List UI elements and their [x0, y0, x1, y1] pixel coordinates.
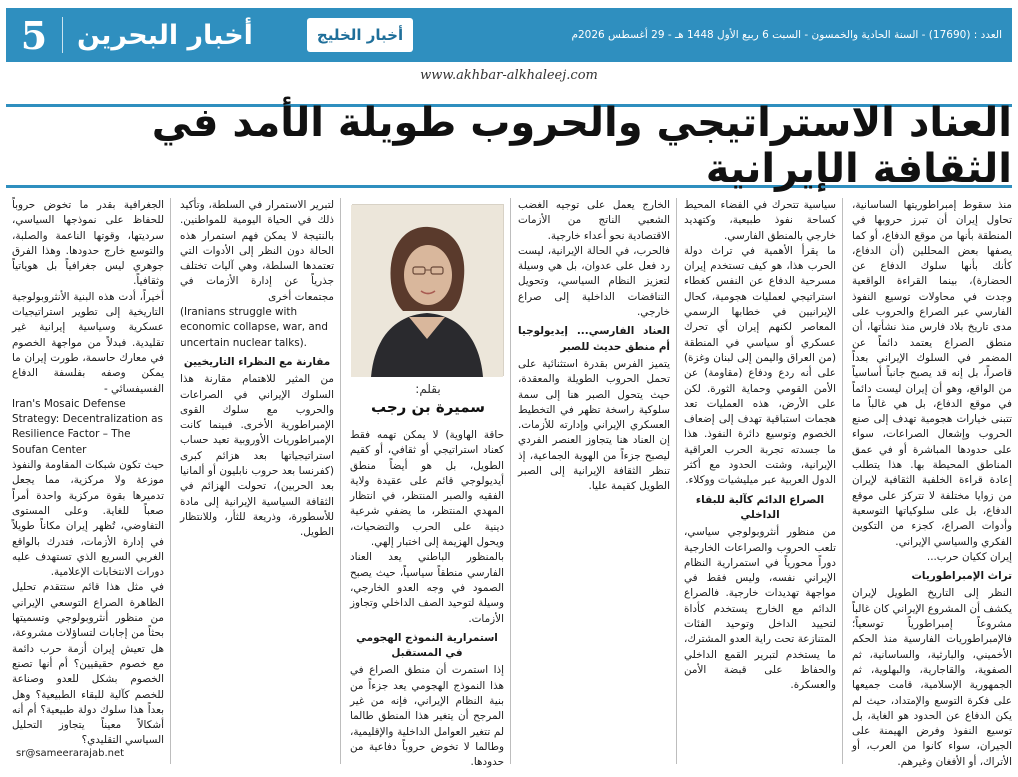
- column-rule: [842, 198, 843, 764]
- section-title: أخبار البحرين: [77, 19, 253, 51]
- byline: [352, 382, 504, 416]
- column-rule: [676, 198, 677, 764]
- paragraph: إذا استمرت أن منطق الصراع في هذا النموذج الهجومي يعد جزءاً من بنية النظام الإيراني، فإنه من غير المرجح أن يتغير هذا المنطق طالما لم تتغير العوامل الداخلية والإقليمية، وطالما لا تخوض حروباً دفاعية من حدودها.: [350, 664, 504, 769]
- subheading: الصراع الدائم كآلية للبقاء الداخلي: [695, 493, 825, 521]
- headline-band: [6, 100, 1012, 192]
- paragraph: من المثير للاهتمام مقارنة هذا السلوك الإيراني في الصراعات والحروب مع سلوك القوى الإمبراطورية الأخرى. فبينما كانت الإمبراطوريات الأوروبية تعيد حساب استراتيجياتها بعد هزائم كبرى (كفرنسا بعد حروب نابليون أو ألمانيا بعد الحربين)، تحولت الهزائم في الثقافة السياسية الإيرانية إلى مادة للأسطورة، وذريعة للثأر، وللانتظار الطويل.: [180, 373, 334, 539]
- article-column-4: [350, 428, 504, 769]
- paragraph: منذ سقوط إمبراطوريتها الساسانية، تحاول إيران أن تبرز حروبها في المنطقة بأنها من موقع الدفاع، أو كما يصفها بعض المحللين (أن الدفاع، كأنك بأنها سلوك الدفاع عن الحضارة)، بينما القراءة الواقعية وجدت في محاولات توسيع النفوذ الفارسي عبر الصراع والحروب على مدى تاريخ بلاد فارس منذ نشأتها، أن منطق الصراع يعتمد دائماً عن المضمر في السلوك الإيراني بعداً قاصراً، بل إنه قد يصبح جانباً أساسياً من الواقع، وهو أن إيران ليست دائماً في موقع الدفاع، بل هي غالباً ما تتبنى خيارات هجومية تهدف إلى صنع الحروب وإشعال الصراعات، سواء على حدودها المباشرة أو في عمق المناطق المحيطة بها. هذا يتطلب إعادة قراءة الخلفية الثقافية لإيران من زوايا مختلفة لا تتركز على موقع الدفاع، بل على سلوكياتها التوسعية وأدوات الصراع، كجزء من التكوين الفكري والسياسي الإيراني.: [852, 199, 1012, 548]
- logo-text: أخبار الخليج: [316, 26, 404, 44]
- english-quote: (Iranians struggle with economic collapse, war, and uncertain nuclear talks).: [180, 306, 328, 349]
- paragraph: من منظور أنثروبولوجي سياسي، تلعب الحروب والصراعات الخارجية دوراً محورياً في استمرارية النظام الإيراني نفسه، وليس فقط في مواجهة تهديدات خارجية. فالصراع الدائم مع الخارج يستخدم كأداة لتحييد الداخل وتوحيد الفئات المتنازعة تحت راية العدو المشترك، ما يستخدم لتبرير القمع الداخلي والحفاظ على قبضة الأمن والعسكرة.: [684, 526, 836, 692]
- article-column-3: [518, 198, 670, 768]
- paragraph: أخيراً، أدت هذه البنية الأنثروبولوجية التاريخية إلى تطوير استراتيجيات عسكرية وسياسية إيرانية غير تقليدية. فبدلاً من مواجهة الخصوم في معارك حاسمة، طورت إيران ما يمكن وصفه بفلسفة الدفاع الفسيفسائي -: [12, 290, 164, 395]
- paragraph: الجغرافية بقدر ما تخوض حروباً للحفاظ على نموذجها السياسي، سرديتها، وقوتها الناعمة والصلبة، والتوسع خارج حدودها. وهذا الفرق جوهري ليس جغرافياً بل هوياتياً وثقافياً.: [12, 199, 164, 288]
- paragraph: بالمنظور الباطني يعد العناد الفارسي منطقاً سياسياً، حيث يصبح الصمود في وجه العدو الخارجي، وسيلة لتوحيد الصف الداخلي وتجاوز الأزمات.: [350, 551, 504, 625]
- author-email[interactable]: sr@sameerarajab.net: [16, 748, 125, 759]
- masthead: [6, 8, 1012, 62]
- paragraph: في مثل هذا قائم ستتقدم تحليل الظاهرة الصراع التوسعي الإيراني من منظور أنثروبولوجي وتسميتها بحثاً من إجابات لتساؤلات مشروعة، هل تعيش إيران أزمة حرب دائمة مع خصوم حقيقيين؟ أم أنها تصنع الخصوم بشكل للعدو وصناعة للخصم كآلية للبقاء الطبيعية؟ وهل بعداً هذا سلوك دولة طبيعية؟ أم أنه أشكالاً معيناً يتجاوز التحليل السياسي التقليدي؟: [12, 581, 164, 747]
- article-column-1: [852, 198, 1012, 768]
- issue-info: العدد : (17690) - السنة الحادية والخمسون - السبت 6 ربيع الأول 1448 هـ - 29 أغسطس 2026م: [571, 29, 1002, 41]
- author-name: سميرة بن رجب: [370, 398, 486, 416]
- subheading: مقارنة مع النظراء التاريخيين: [183, 355, 331, 368]
- subheading: تراث الإمبراطوريات: [911, 570, 1012, 583]
- byline-label: بقلم:: [415, 382, 441, 396]
- paragraph: حيث تكون شبكات المقاومة والنفوذ موزعة ولا مركزية، مما يجعل تدميرها بقوة مركزية واحدة أمراً صعباً للغاية. وعلى المستوى التفاوضي، تُظهر إيران مكاناً طويلاً في إدارة الأزمات، فتدرك بالواقع الغربي السريع الذي تستهدف عليه دورات الانتخابات الإعلامية.: [12, 459, 164, 579]
- paragraph: لتبرير الاستمرار في السلطة، وتأكيد ذلك في الحياة اليومية للمواطنين. بالنتيجة لا يمكن فهم استمرار هذه الحالة دون النظر إلى الأدوات التي تعتمدها السلطة، وهي آليات تختلف جذرياً عن إدارة الأزمات في مجتمعات أخرى: [180, 199, 334, 303]
- paragraph: فالحرب، في الحالة الإيرانية، ليست رد فعل على عدوان، بل هي وسيلة لتعزيز النظام السياسي، وتحويل التناقضات الداخلية إلى صراع خارجي.: [518, 244, 670, 319]
- paragraph: يتميز الفرس بقدرة استثنائية على تحمل الحروب الطويلة والمعقدة، حيث يتحول الصبر هنا إلى سمة سلوكية راسخة تظهر في التخطيط العسكري الإيراني وإدارته للأزمات. إن العناد هنا يتجاوز العنصر الفردي ليصبح جزءاً من الهوية الجماعية، إذ تنظر الثقافة الإيرانية إلى الصبر الطويل كقيمة عليا.: [518, 357, 670, 493]
- page-number: 5: [20, 12, 48, 58]
- article-column-6: [12, 198, 164, 747]
- paragraph: سياسية تتحرك في الفضاء المحيط كساحة نفوذ طبيعية، وكتهديد خارجي بالمنطق الفارسي.: [684, 199, 836, 242]
- author-portrait-icon: [351, 205, 503, 377]
- article-column-2: [684, 198, 836, 768]
- website-url[interactable]: www.akhbar-alkhaleej.com: [420, 68, 598, 83]
- paragraph: إيران ككيان حرب...: [926, 550, 1012, 563]
- newspaper-logo: [307, 18, 413, 52]
- column-rule: [170, 198, 171, 764]
- column-rule: [510, 198, 511, 764]
- subheading: استمرارية النموذج الهجومي في المستقبل: [356, 631, 498, 660]
- subheading: العناد الفارسي... إيديولوجيا أم منطق حديث للصبر: [518, 325, 670, 353]
- headline: العناد الاستراتيجي والحروب طويلة الأمد في الثقافة الإيرانية: [151, 100, 1012, 192]
- paragraph: النظر إلى التاريخ الطويل لإيران يكشف أن المشروع الإيراني كان غالباً مشروعاً إمبراطورياً توسعياً؛ فالإمبراطوريات الفارسية منذ الحكم الأخميني، والبارثية، والساسانية، ثم الصفوية، والقاجارية، والبهلوية، ثم الجمهورية الإسلامية، قامت جميعها على فكرة التوسع والإمتداد، حيث لم يكن الدفاع عن الحدود هو الغاية، بل توسيع النفوذ وفرض الهيمنة على الجيران، سواء كانوا من العرب، أو الأتراك، أو الأفغان وغيرهم.: [852, 587, 1012, 768]
- column-rule: [340, 198, 341, 764]
- author-photo: [352, 204, 504, 376]
- paragraph: حاقة الهاوية) لا يمكن تهمه فقط كعناد استراتيجي أو ثقافي، أو كقيم الطويل، بل هو أيضاً منطق أيديولوجي قائم على عقيدة ولاية الفقيه والصبر المنتظر، في انتظار المهدي المنتظر، ما يضفي شرعية دينية على الحرب والتضحيات، ويحول الهزيمة إلى اختبار إلهي.: [350, 429, 504, 549]
- article-column-5: [180, 198, 334, 768]
- english-reference: Iran's Mosaic Defense Strategy: Decentralization as Resilience Factor – The Soufan Center: [12, 397, 163, 456]
- paragraph: الخارج يعمل على توجيه الغضب الشعبي الناتج من الأزمات الاقتصادية نحو أعداء خارجية.: [518, 199, 670, 242]
- paragraph: ما يقرأ الأهمية في تراث دولة الحرب هذا، هو كيف تستخدم إيران مسرحية الدفاع عن النفس كغطاء استراتيجي لعمليات هجومية، كحال الإيرانيين في خطابها الرسمي المعاصر لكنهم إيران أي تحرك عسكري أو سياسي في المنطقة (من العراق واليمن إلى لبنان وغزة) على أنه ردع ودفاع (مقاومة) عن الأمن القومي وحماية الثورة. لكن على الأرض، هذه العمليات تعد هجمات استباقية تهدف إلى إضعاف الخصوم وتوسيع دائرة النفوذ. هذا ما جسدته تجربة الحرب العراقية الإيرانية، وشتت الحدود مع أكثر الدول العربية عبر ميليشيات ووكلاء.: [684, 244, 836, 487]
